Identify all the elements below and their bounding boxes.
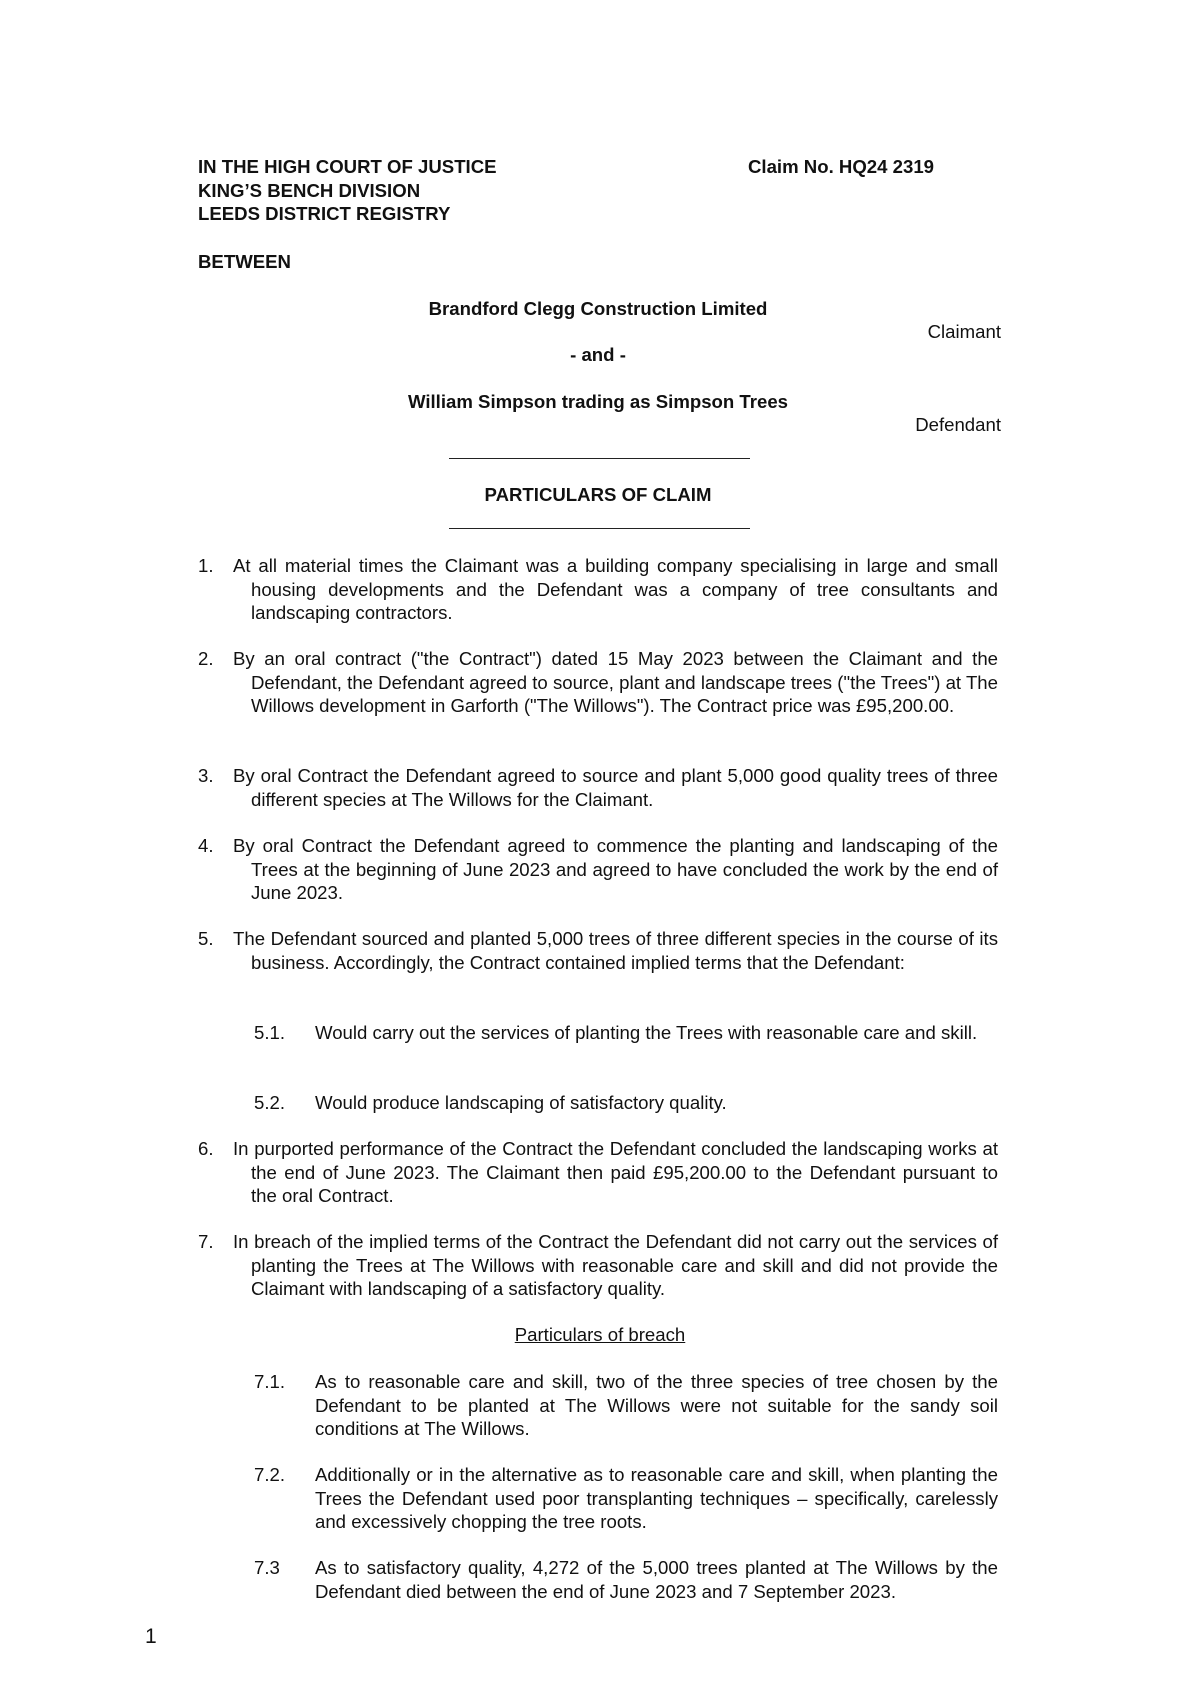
subparagraph-text: As to reasonable care and skill, two of the three species of tree chosen by the Defendant to be planted at The Willows were not suitable for the sandy soil conditions at The Willows. (315, 1371, 998, 1439)
subparagraph-text: As to satisfactory quality, 4,272 of the 5,000 trees planted at The Willows by the Defendant died between the end of June 2023 and 7 September 2023. (315, 1557, 998, 1602)
document-title: PARTICULARS OF CLAIM (484, 484, 712, 505)
paragraph-number: 7. (198, 1231, 214, 1252)
paragraph-text: In breach of the implied terms of the Contract the Defendant did not carry out the services of planting the Trees at The Willows with reasonable care and skill and did not provide the Claimant with landscaping of a satisfactory quality. (233, 1231, 998, 1299)
paragraph-number: 6. (198, 1138, 214, 1159)
paragraph-text: By oral Contract the Defendant agreed to source and plant 5,000 good quality trees of three different species at The Willows for the Claimant. (233, 765, 998, 810)
subparagraph-7-2 (254, 1463, 998, 1534)
title-rule-bottom (449, 528, 750, 529)
claim-number: Claim No. HQ24 2319 (748, 156, 935, 177)
paragraph-2 (198, 647, 998, 718)
court-line: LEEDS DISTRICT REGISTRY (198, 203, 451, 224)
court-line: IN THE HIGH COURT OF JUSTICE (198, 156, 497, 177)
subparagraph-text: Would carry out the services of planting the Trees with reasonable care and skill. (315, 1022, 978, 1043)
subparagraph-text: Additionally or in the alternative as to reasonable care and skill, when planting the Trees the Defendant used poor transplanting techniques – specifically, carelessly and excessively chopping the tree roots. (315, 1464, 998, 1532)
subparagraph-7-3 (254, 1556, 998, 1603)
paragraph-3 (198, 764, 998, 811)
paragraph-number: 5. (198, 928, 214, 949)
claimant-role: Claimant (927, 321, 1001, 342)
subparagraph-text: Would produce landscaping of satisfactory quality. (315, 1092, 727, 1113)
paragraph-number: 3. (198, 765, 214, 786)
paragraph-6 (198, 1137, 998, 1208)
court-heading (198, 155, 758, 226)
court-line: KING’S BENCH DIVISION (198, 179, 421, 201)
paragraph-1 (198, 554, 998, 625)
paragraph-text: By an oral contract ("the Contract") dated 15 May 2023 between the Claimant and the Defendant, the Defendant agreed to source, plant and landscape trees ("the Trees") at The Willows development in Garforth ("The Willows"). The Contract price was £95,200.00. (233, 648, 998, 716)
paragraph-number: 4. (198, 835, 214, 856)
subparagraph-number: 7.1. (254, 1371, 286, 1392)
title-rule-top (449, 458, 750, 459)
defendant-role: Defendant (915, 414, 1001, 435)
breach-heading: Particulars of breach (514, 1324, 686, 1345)
subparagraph-number: 5.2. (254, 1092, 286, 1113)
subparagraph-5-1 (254, 1021, 998, 1045)
defendant-name: William Simpson trading as Simpson Trees (407, 391, 789, 412)
subparagraph-7-1 (254, 1370, 998, 1441)
subparagraph-5-2 (254, 1091, 998, 1115)
paragraph-text: The Defendant sourced and planted 5,000 trees of three different species in the course of its business. Accordingly, the Contract contained implied terms that the Defendant: (233, 928, 998, 973)
page-number: 1 (145, 1625, 157, 1648)
between-label: BETWEEN (198, 251, 291, 272)
subparagraph-number: 5.1. (254, 1022, 286, 1043)
paragraph-text: At all material times the Claimant was a building company specialising in large and small housing developments and the Defendant was a company of tree consultants and landscaping contractors. (233, 555, 998, 623)
paragraph-text: By oral Contract the Defendant agreed to commence the planting and landscaping of the Trees at the beginning of June 2023 and agreed to have concluded the work by the end of June 2023. (233, 835, 998, 903)
subparagraph-number: 7.2. (254, 1464, 286, 1485)
subparagraph-number: 7.3 (254, 1557, 280, 1578)
claimant-name: Brandford Clegg Construction Limited (428, 298, 768, 319)
paragraph-number: 2. (198, 648, 214, 669)
paragraph-7 (198, 1230, 998, 1301)
paragraph-number: 1. (198, 555, 214, 576)
and-separator: - and - (570, 344, 626, 365)
paragraph-4 (198, 834, 998, 905)
paragraph-text: In purported performance of the Contract the Defendant concluded the landscaping works at the end of June 2023. The Claimant then paid £95,200.00 to the Defendant pursuant to the oral Contract. (233, 1138, 998, 1206)
paragraph-5 (198, 927, 998, 974)
